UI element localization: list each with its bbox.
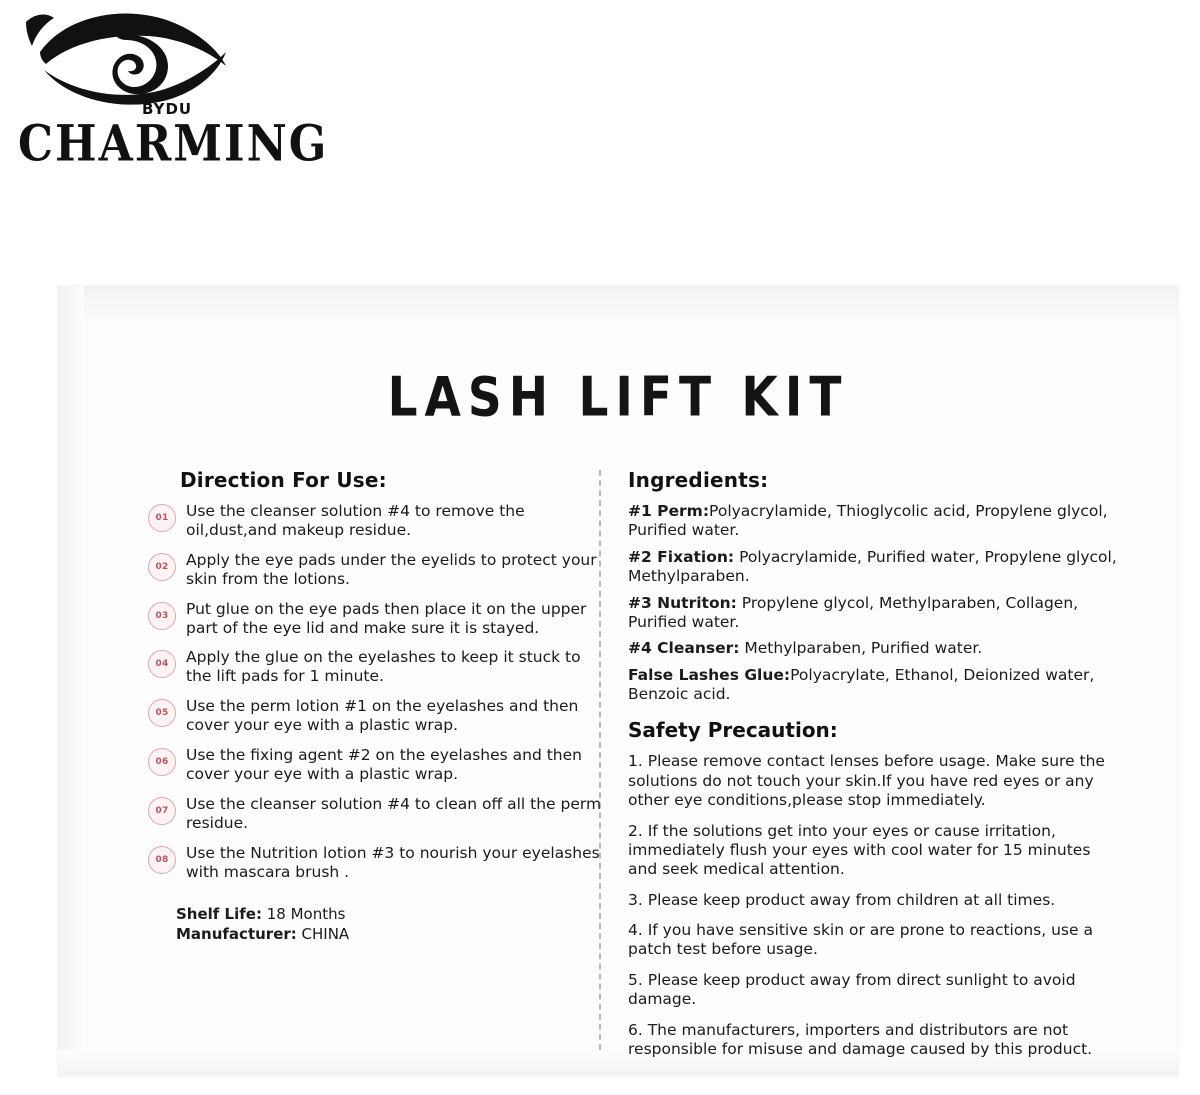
ingredient-text: Methylparaben, Purified water.: [739, 639, 983, 658]
ingredient-label: #2 Fixation:: [628, 547, 735, 566]
ingredients-column: [628, 468, 1118, 1070]
direction-step: [148, 600, 603, 638]
step-text: Use the cleanser solution #4 to remove the oil,dust,and makeup residue.: [186, 502, 525, 539]
step-number-badge: 07: [148, 797, 176, 825]
step-text: Use the Nutrition lotion #3 to nourish your eyelashes with mascara brush .: [186, 843, 600, 881]
safety-line: 2. If the solutions get into your eyes or cause irritation, immediately flush your eyes with cool water for 15 minutes and seek medical attention.: [628, 821, 1091, 879]
step-number-badge: 03: [148, 602, 176, 630]
ingredient-label: #1 Perm:: [628, 502, 710, 520]
manufacturer-value: CHINA: [296, 924, 350, 943]
ingredient-label: #3 Nutriton:: [628, 593, 737, 612]
ingredient-text: Polyacrylamide, Thioglycolic acid, Propylene glycol, Purified water.: [628, 502, 1108, 540]
step-text: Apply the glue on the eyelashes to keep it stuck to the lift pads for 1 minute.: [186, 648, 581, 686]
step-text: Use the cleanser solution #4 to clean off all the perm residue.: [186, 794, 602, 832]
step-number-badge: 06: [148, 748, 176, 776]
ingredient-item: [628, 666, 1118, 705]
ingredient-item: [628, 639, 1118, 658]
step-text: Apply the eye pads under the eyelids to protect your skin from the lotions.: [186, 550, 597, 588]
step-text: Put glue on the eye pads then place it on the upper part of the eye lid and make sure it is stayed.: [186, 599, 587, 637]
safety-line: 3. Please keep product away from children at all times.: [628, 890, 1056, 909]
safety-line: 6. The manufacturers, importers and distributors are not responsible for misuse and damage caused by this product.: [628, 1020, 1093, 1058]
shelf-life-label: Shelf Life:: [176, 904, 262, 923]
directions-heading: Direction For Use:: [180, 468, 387, 492]
ingredient-item: [628, 548, 1118, 587]
safety-line: 4. If you have sensitive skin or are prone to reactions, use a patch test before usage.: [628, 921, 1093, 959]
ingredients-heading: Ingredients:: [628, 468, 769, 492]
direction-step: [148, 746, 603, 784]
product-title: LASH LIFT KIT: [387, 366, 849, 430]
safety-line: 1. Please remove contact lenses before usage. Make sure the solutions do not touch your skin.If you have red eyes or any other eye conditions,please stop immediately.: [628, 752, 1105, 810]
ingredient-label: False Lashes Glue:: [628, 665, 791, 684]
ingredient-label: #4 Cleanser:: [628, 639, 740, 658]
safety-line: 5. Please keep product away from direct sunlight to avoid damage.: [628, 970, 1076, 1009]
step-number-badge: 04: [148, 650, 176, 678]
shelf-life-value: 18 Months: [261, 904, 346, 923]
directions-column: [148, 468, 603, 944]
ingredient-text: Polyacrylate, Ethanol, Deionized water, Benzoic acid.: [628, 665, 1095, 703]
direction-step: [148, 551, 603, 589]
step-number-badge: 05: [148, 699, 176, 727]
box-top-edge: [58, 286, 1178, 320]
step-number-badge: 02: [148, 553, 176, 581]
direction-step: [148, 502, 603, 540]
ingredient-text: Propylene glycol, Methylparaben, Collagen, Purified water.: [628, 593, 1079, 631]
brand-logo: [14, 8, 329, 173]
direction-step: [148, 795, 603, 833]
ingredient-text: Polyacrylamide, Purified water, Propylene glycol, Methylparaben.: [628, 547, 1117, 586]
manufacturer-row: [176, 924, 603, 944]
safety-heading: Safety Precaution:: [628, 718, 838, 743]
step-number-badge: 08: [148, 846, 176, 874]
brand-subtitle: BYDU: [142, 100, 193, 118]
product-box-panel: [58, 286, 1178, 1076]
eye-lash-logo-icon: [20, 8, 230, 108]
ingredient-item: [628, 594, 1118, 633]
brand-name: CHARMING: [18, 115, 329, 173]
content-columns: [58, 468, 1178, 1058]
step-number-badge: 01: [148, 504, 176, 532]
step-text: Use the fixing agent #2 on the eyelashes and then cover your eye with a plastic wrap.: [186, 746, 582, 783]
ingredient-item: [628, 502, 1118, 541]
direction-step: [148, 844, 603, 882]
direction-step: [148, 648, 603, 686]
manufacturer-label: Manufacturer:: [176, 924, 297, 943]
shelf-life-row: [176, 904, 603, 924]
direction-step: [148, 697, 603, 735]
product-meta: [176, 904, 603, 945]
step-text: Use the perm lotion #1 on the eyelashes and then cover your eye with a plastic wrap.: [186, 697, 579, 735]
